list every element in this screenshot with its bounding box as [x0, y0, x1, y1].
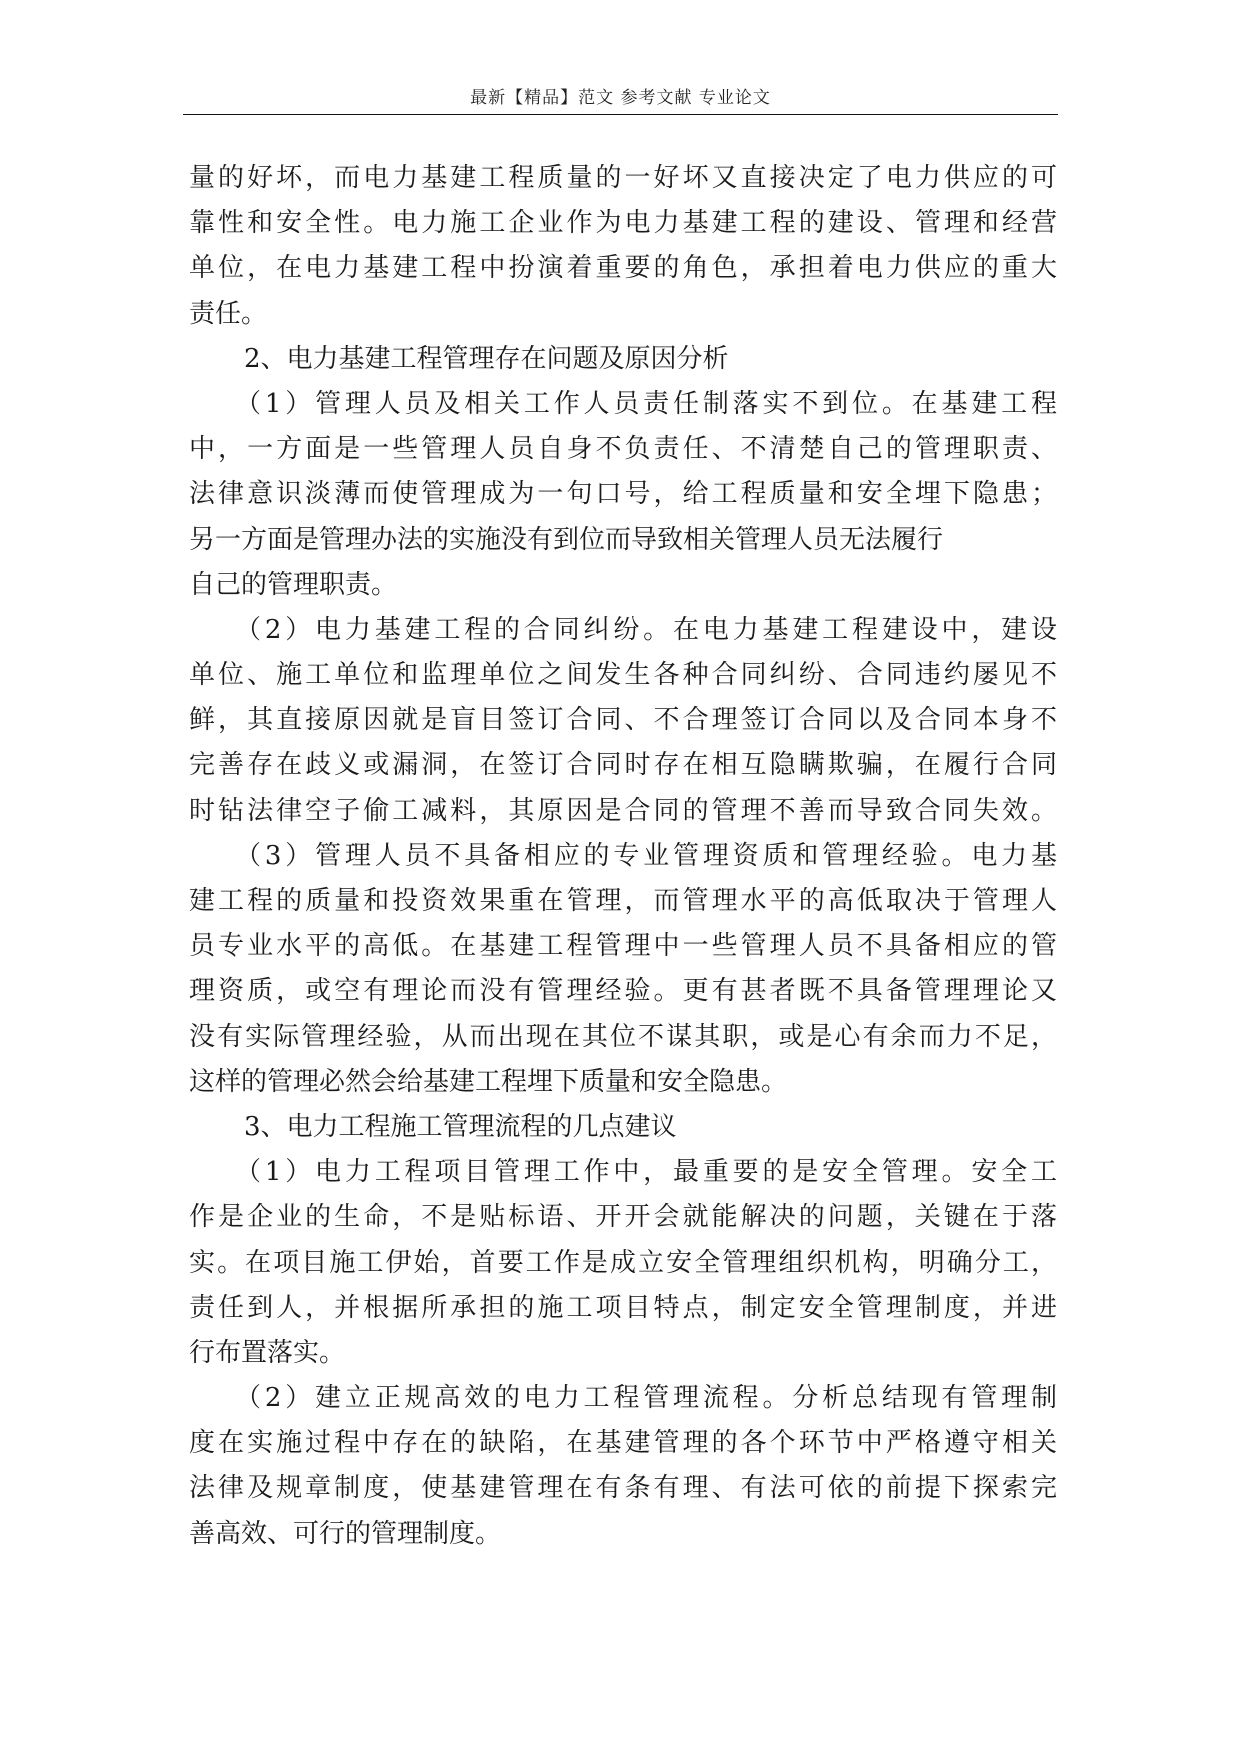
text-line: 员专业水平的高低。在基建工程管理中一些管理人员不具备相应的管 — [189, 931, 1057, 962]
header-divider — [183, 114, 1058, 115]
text-line: 完善存在歧义或漏洞，在签订合同时存在相互隐瞒欺骗，在履行合同 — [189, 750, 1057, 781]
text-line: （2）建立正规高效的电力工程管理流程。分析总结现有管理制 — [235, 1383, 1057, 1414]
section-heading-2: 2、电力基建工程管理存在问题及原因分析 — [244, 343, 729, 374]
text-line: 行布置落实。 — [189, 1337, 346, 1368]
text-line: （2）电力基建工程的合同纠纷。在电力基建工程建设中，建设 — [235, 614, 1057, 645]
text-line: 责任。 — [189, 298, 268, 329]
text-line: 这样的管理必然会给基建工程埋下质量和安全隐患。 — [189, 1066, 788, 1097]
text-line: （3）管理人员不具备相应的专业管理资质和管理经验。电力基 — [235, 840, 1057, 871]
text-line: 责任到人，并根据所承担的施工项目特点，制定安全管理制度，并进 — [189, 1292, 1057, 1323]
text-line: 度在实施过程中存在的缺陷，在基建管理的各个环节中严格遵守相关 — [189, 1428, 1057, 1459]
text-line: 时钻法律空子偷工减料，其原因是合同的管理不善而导致合同失效。 — [189, 795, 1057, 826]
text-line: 没有实际管理经验，从而出现在其位不谋其职，或是心有余而力不足， — [189, 1021, 1057, 1052]
text-line: 单位、施工单位和监理单位之间发生各种合同纠纷、合同违约屡见不 — [189, 660, 1057, 691]
text-line: 法律意识淡薄而使管理成为一句口号，给工程质量和安全埋下隐患； — [189, 479, 1057, 510]
text-line: 中，一方面是一些管理人员自身不负责任、不清楚自己的管理职责、 — [189, 434, 1057, 465]
text-line: （1）电力工程项目管理工作中，最重要的是安全管理。安全工 — [235, 1157, 1057, 1188]
text-line: 靠性和安全性。电力施工企业作为电力基建工程的建设、管理和经营 — [189, 208, 1057, 239]
text-line: 实。在项目施工伊始，首要工作是成立安全管理组织机构，明确分工， — [189, 1247, 1057, 1278]
text-line: 鲜，其直接原因就是盲目签订合同、不合理签订合同以及合同本身不 — [189, 705, 1057, 736]
section-heading-3: 3、电力工程施工管理流程的几点建议 — [244, 1111, 677, 1142]
text-line: 善高效、可行的管理制度。 — [189, 1518, 502, 1549]
text-line: 单位，在电力基建工程中扮演着重要的角色，承担着电力供应的重大 — [189, 253, 1057, 284]
document-body — [189, 156, 1057, 1557]
text-line: 建工程的质量和投资效果重在管理，而管理水平的高低取决于管理人 — [189, 886, 1057, 916]
text-line: 法律及规章制度，使基建管理在有条有理、有法可依的前提下探索完 — [189, 1473, 1057, 1504]
page-header: 最新【精品】范文 参考文献 专业论文 — [470, 88, 771, 108]
text-line: 作是企业的生命，不是贴标语、开开会就能解决的问题，关键在于落 — [189, 1202, 1057, 1233]
text-line: 自己的管理职责。 — [189, 569, 398, 600]
text-line: 理资质，或空有理论而没有管理经验。更有甚者既不具备管理理论又 — [189, 976, 1057, 1007]
text-line: 另一方面是管理办法的实施没有到位而导致相关管理人员无法履行 — [189, 524, 944, 555]
text-line: （1）管理人员及相关工作人员责任制落实不到位。在基建工程 — [235, 388, 1057, 419]
text-line: 量的好坏，而电力基建工程质量的一好坏又直接决定了电力供应的可 — [189, 163, 1057, 193]
